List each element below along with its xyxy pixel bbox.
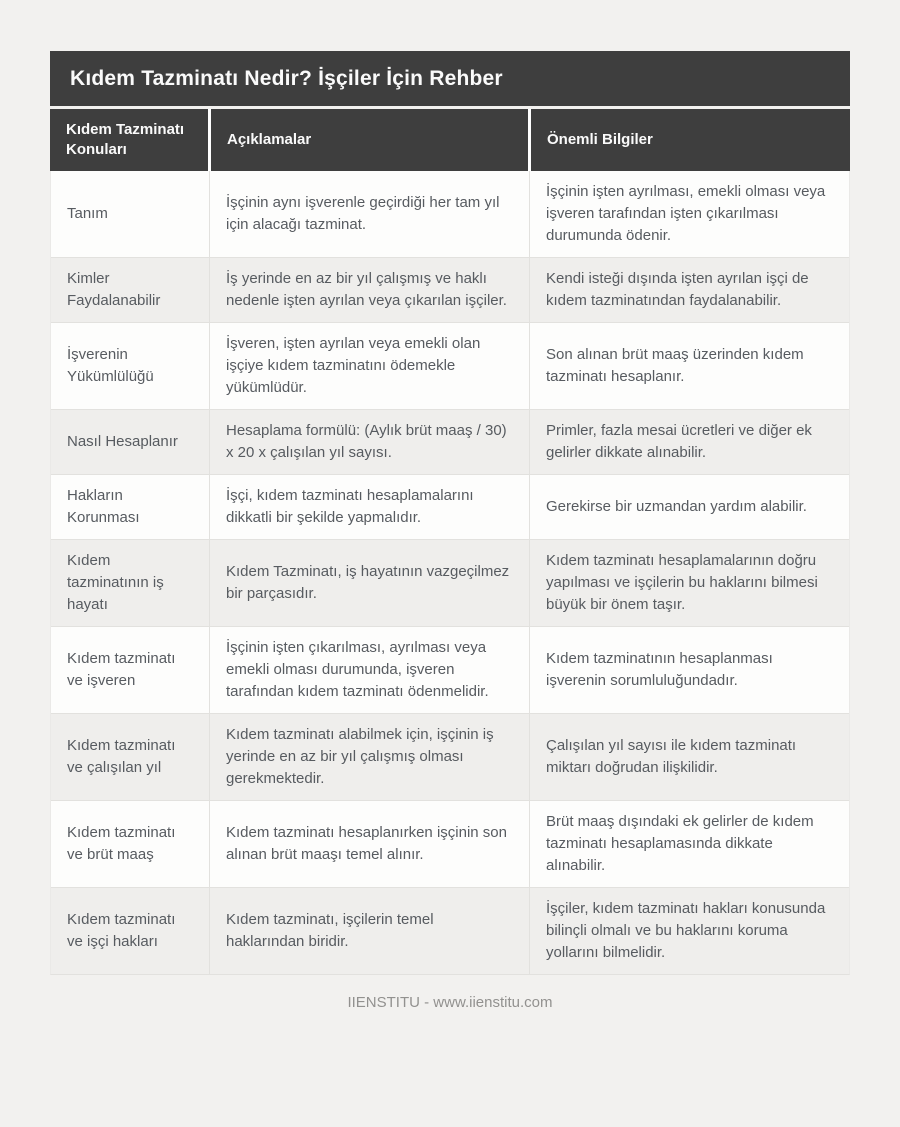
table-row bbox=[51, 713, 849, 800]
table-row bbox=[51, 887, 849, 974]
info-cell: Kıdem tazminatının hesaplanması işverenin sorumluluğundadır. bbox=[529, 627, 849, 713]
description-cell: Kıdem tazminatı, işçilerin temel haklarından biridir. bbox=[209, 888, 529, 974]
topic-cell: Kıdem tazminatı ve işveren bbox=[67, 650, 176, 689]
topic-cell: Kıdem tazminatı ve işçi hakları bbox=[67, 911, 176, 950]
description-cell: İşçi, kıdem tazminatı hesaplamalarını dikkatli bir şekilde yapmalıdır. bbox=[209, 475, 529, 539]
topic-cell: Hakların Korunması bbox=[67, 487, 140, 526]
table-body bbox=[50, 171, 850, 975]
description-cell: İşveren, işten ayrılan veya emekli olan işçiye kıdem tazminatını ödemekle yükümlüdür. bbox=[209, 323, 529, 409]
topic-cell: Nasıl Hesaplanır bbox=[67, 433, 178, 450]
table-header-row bbox=[50, 109, 850, 171]
footer-credit: IIENSTITU - www.iienstitu.com bbox=[347, 994, 553, 1011]
table-row bbox=[51, 800, 849, 887]
info-cell: Kendi isteği dışında işten ayrılan işçi de kıdem tazminatından faydalanabilir. bbox=[529, 258, 849, 322]
topic-cell: Tanım bbox=[67, 205, 108, 222]
table-row bbox=[51, 409, 849, 474]
description-cell: Hesaplama formülü: (Aylık brüt maaş / 30) x 20 x çalışılan yıl sayısı. bbox=[209, 410, 529, 474]
topic-cell: İşverenin Yükümlülüğü bbox=[67, 346, 154, 385]
column-header-descriptions: Açıklamalar bbox=[208, 109, 528, 171]
description-cell: Kıdem tazminatı alabilmek için, işçinin iş yerinde en az bir yıl çalışmış olması gerekmektedir. bbox=[209, 714, 529, 800]
page-title: Kıdem Tazminatı Nedir? İşçiler İçin Rehber bbox=[50, 51, 850, 106]
column-header-important-info: Önemli Bilgiler bbox=[528, 109, 850, 171]
info-cell: İşçinin işten ayrılması, emekli olması veya işveren tarafından işten çıkarılması durumunda ödenir. bbox=[529, 171, 849, 257]
topic-cell: Kıdem tazminatı ve çalışılan yıl bbox=[67, 737, 176, 776]
table-row bbox=[51, 171, 849, 257]
description-cell: İş yerinde en az bir yıl çalışmış ve haklı nedenle işten ayrılan veya çıkarılan işçiler. bbox=[209, 258, 529, 322]
topic-cell: Kıdem tazminatı ve brüt maaş bbox=[67, 824, 176, 863]
table-row bbox=[51, 322, 849, 409]
severance-guide-card bbox=[50, 51, 850, 975]
topic-cell: Kıdem tazminatının iş hayatı bbox=[67, 552, 164, 613]
table-row bbox=[51, 626, 849, 713]
topic-cell: Kimler Faydalanabilir bbox=[67, 270, 161, 309]
description-cell: Kıdem tazminatı hesaplanırken işçinin son alınan brüt maaşı temel alınır. bbox=[209, 801, 529, 887]
table-row bbox=[51, 474, 849, 539]
info-cell: Son alınan brüt maaş üzerinden kıdem tazminatı hesaplanır. bbox=[529, 323, 849, 409]
description-cell: Kıdem Tazminatı, iş hayatının vazgeçilmez bir parçasıdır. bbox=[209, 540, 529, 626]
table-row bbox=[51, 539, 849, 626]
info-cell: Çalışılan yıl sayısı ile kıdem tazminatı miktarı doğrudan ilişkilidir. bbox=[529, 714, 849, 800]
table-row bbox=[51, 257, 849, 322]
description-cell: İşçinin işten çıkarılması, ayrılması veya emekli olması durumunda, işveren tarafından kıdem tazminatı ödenmelidir. bbox=[209, 627, 529, 713]
info-cell: Kıdem tazminatı hesaplamalarının doğru yapılması ve işçilerin bu haklarını bilmesi büyük bir önem taşır. bbox=[529, 540, 849, 626]
info-cell: İşçiler, kıdem tazminatı hakları konusunda bilinçli olmalı ve bu haklarını koruma yollarını bilmelidir. bbox=[529, 888, 849, 974]
info-cell: Gerekirse bir uzmandan yardım alabilir. bbox=[529, 475, 849, 539]
info-cell: Primler, fazla mesai ücretleri ve diğer ek gelirler dikkate alınabilir. bbox=[529, 410, 849, 474]
description-cell: İşçinin aynı işverenle geçirdiği her tam yıl için alacağı tazminat. bbox=[209, 171, 529, 257]
info-cell: Brüt maaş dışındaki ek gelirler de kıdem tazminatı hesaplamasında dikkate alınabilir. bbox=[529, 801, 849, 887]
column-header-topics: Kıdem Tazminatı Konuları bbox=[50, 109, 208, 171]
